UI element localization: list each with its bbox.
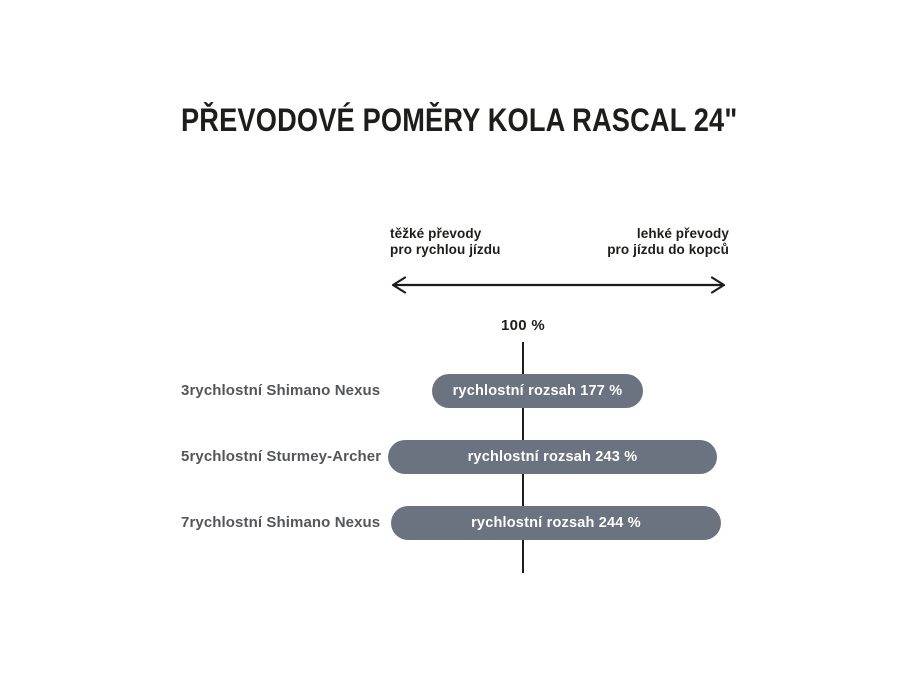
range-bar-1 bbox=[432, 374, 643, 408]
axis-annotation-light-gears bbox=[607, 226, 729, 258]
double-headed-arrow bbox=[388, 274, 729, 296]
row-label-7speed-shimano-nexus: 7rychlostní Shimano Nexus bbox=[181, 514, 381, 531]
row-label-3speed-shimano-nexus: 3rychlostní Shimano Nexus bbox=[181, 382, 381, 399]
range-bar-1-value-label: rychlostní rozsah 177 % bbox=[452, 383, 623, 399]
axis-annotation-heavy-line1: těžké převody bbox=[390, 226, 482, 241]
range-bar-2-value-label: rychlostní rozsah 243 % bbox=[467, 449, 638, 465]
reference-value-label: 100 % bbox=[500, 317, 546, 334]
chart-title: PŘEVODOVÉ POMĚRY KOLA RASCAL 24" bbox=[181, 102, 738, 138]
axis-annotation-heavy-gears bbox=[390, 226, 500, 258]
axis-annotation-heavy-line2: pro rychlou jízdu bbox=[390, 242, 501, 257]
row-label-5speed-sturmey-archer: 5rychlostní Sturmey-Archer bbox=[181, 448, 382, 465]
axis-annotation-light-line2: pro jízdu do kopců bbox=[607, 242, 729, 257]
range-bar-2 bbox=[388, 440, 717, 474]
range-bar-3 bbox=[391, 506, 721, 540]
range-bar-3-value-label: rychlostní rozsah 244 % bbox=[471, 515, 641, 531]
axis-annotation-light-line1: lehké převody bbox=[636, 226, 729, 241]
